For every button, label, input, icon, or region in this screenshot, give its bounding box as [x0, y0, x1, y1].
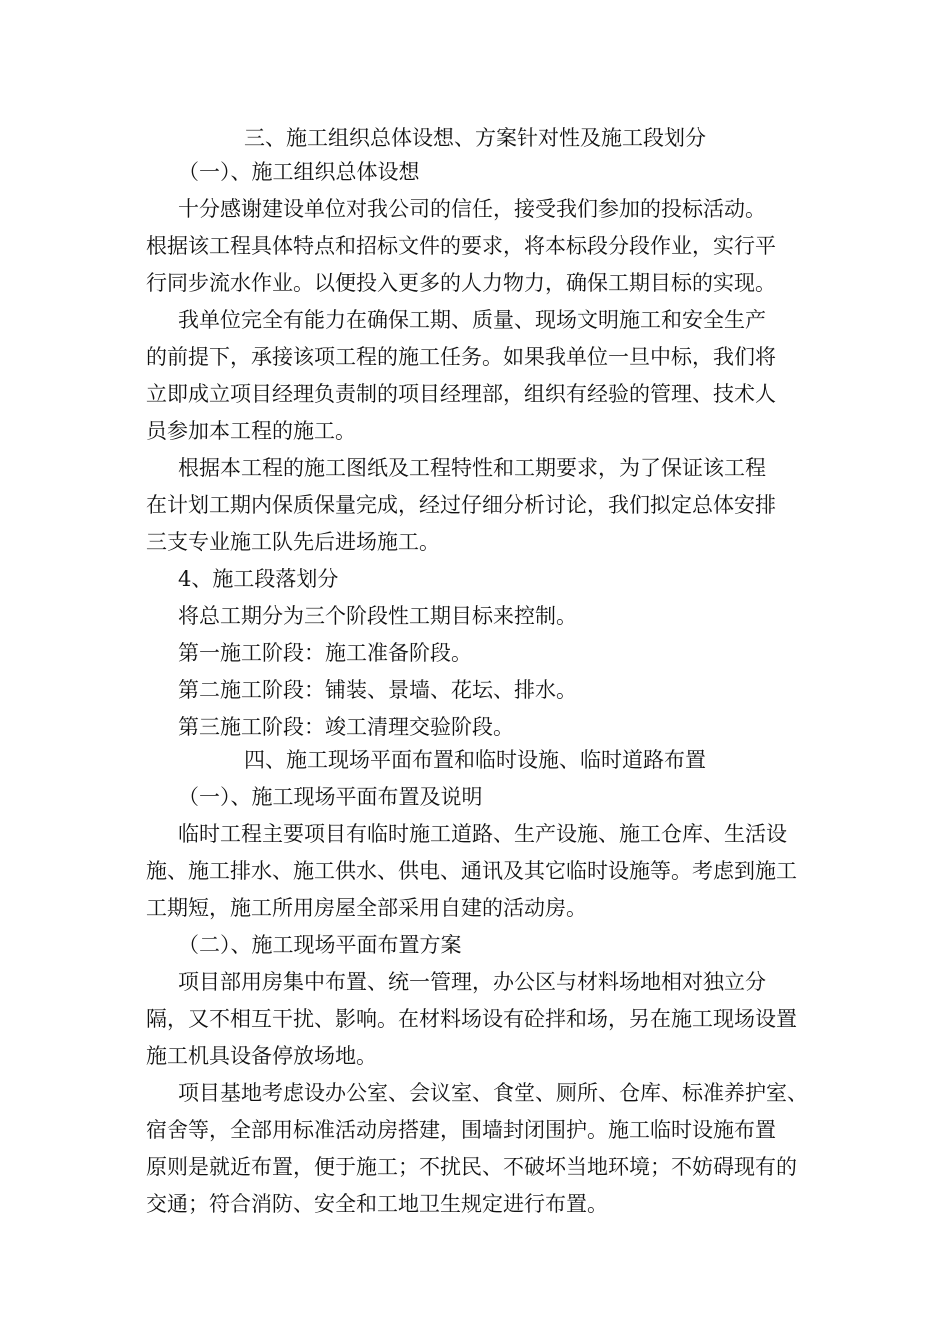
paragraph-2-line-1: 我单位完全有能力在确保工期、质量、现场文明施工和安全生产 [178, 308, 766, 332]
paragraph-2-line-4: 员参加本工程的施工。 [146, 419, 356, 443]
section-4-title: 四、施工现场平面布置和临时设施、临时道路布置 [244, 748, 706, 772]
paragraph-5-line-2: 隔，又不相互干扰、影响。在材料场设有砼拌和场，另在施工现场设置 [146, 1007, 797, 1031]
paragraph-1-line-2: 根据该工程具体特点和招标文件的要求，将本标段分段作业，实行平 [146, 234, 776, 258]
paragraph-5-line-1: 项目部用房集中布置、统一管理，办公区与材料场地相对独立分 [178, 970, 766, 994]
paragraph-4-line-1: 临时工程主要项目有临时施工道路、生产设施、施工仓库、生活设 [178, 822, 787, 846]
section-3-subheading-1: （一）、施工组织总体设想 [178, 160, 420, 184]
paragraph-6-line-4: 交通；符合消防、安全和工地卫生规定进行布置。 [146, 1192, 608, 1216]
paragraph-5-line-3: 施工机具设备停放场地。 [146, 1044, 377, 1068]
item-4-intro: 将总工期分为三个阶段性工期目标来控制。 [178, 604, 577, 628]
paragraph-3-line-3: 三支专业施工队先后进场施工。 [146, 530, 440, 554]
paragraph-1-line-3: 行同步流水作业。以便投入更多的人力物力，确保工期目标的实现。 [146, 271, 776, 295]
item-4-heading: 4、施工段落划分 [178, 567, 339, 591]
paragraph-1-line-1: 十分感谢建设单位对我公司的信任，接受我们参加的投标活动。 [178, 197, 766, 221]
stage-3: 第三施工阶段：竣工清理交验阶段。 [178, 715, 514, 739]
paragraph-2-line-3: 立即成立项目经理负责制的项目经理部，组织有经验的管理、技术人 [146, 382, 776, 406]
paragraph-6-line-3: 原则是就近布置，便于施工；不扰民、不破坏当地环境；不妨碍现有的 [146, 1155, 797, 1179]
paragraph-3-line-2: 在计划工期内保质保量完成，经过仔细分析讨论，我们拟定总体安排 [146, 493, 776, 517]
paragraph-4-line-2: 施、施工排水、施工供水、供电、通讯及其它临时设施等。考虑到施工 [146, 859, 797, 883]
paragraph-2-line-2: 的前提下，承接该项工程的施工任务。如果我单位一旦中标，我们将 [146, 345, 776, 369]
paragraph-3-line-1: 根据本工程的施工图纸及工程特性和工期要求，为了保证该工程 [178, 456, 766, 480]
stage-1: 第一施工阶段：施工准备阶段。 [178, 641, 472, 665]
paragraph-6-line-1: 项目基地考虑设办公室、会议室、食堂、厕所、仓库、标准养护室、 [178, 1081, 808, 1105]
section-3-title: 三、施工组织总体设想、方案针对性及施工段划分 [244, 126, 706, 150]
section-4-subheading-1: （一）、施工现场平面布置及说明 [178, 785, 483, 809]
section-4-subheading-2: （二）、施工现场平面布置方案 [178, 933, 462, 957]
paragraph-4-line-3: 工期短，施工所用房屋全部采用自建的活动房。 [146, 896, 587, 920]
stage-2: 第二施工阶段：铺装、景墙、花坛、排水。 [178, 678, 577, 702]
paragraph-6-line-2: 宿舍等，全部用标准活动房搭建，围墙封闭围护。施工临时设施布置 [146, 1118, 776, 1142]
